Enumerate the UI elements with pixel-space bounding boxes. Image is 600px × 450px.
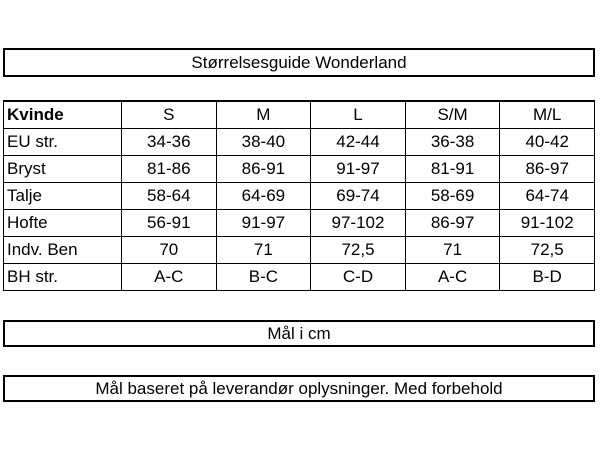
table-cell: A-C	[122, 264, 217, 291]
table-row	[4, 210, 595, 237]
row-label: EU str.	[4, 129, 122, 156]
table-cell: 86-97	[500, 156, 595, 183]
table-cell: 71	[216, 237, 311, 264]
table-cell: 36-38	[405, 129, 500, 156]
row-label: Bryst	[4, 156, 122, 183]
table-cell: 86-97	[405, 210, 500, 237]
table-cell: B-D	[500, 264, 595, 291]
column-header: S	[122, 101, 217, 129]
disclaimer-note: Mål baseret på leverandør oplysninger. Med forbehold	[3, 375, 595, 402]
column-header: M	[216, 101, 311, 129]
table-cell: B-C	[216, 264, 311, 291]
table-cell: 81-91	[405, 156, 500, 183]
corner-label: Kvinde	[4, 101, 122, 129]
column-header: M/L	[500, 101, 595, 129]
table-cell: C-D	[311, 264, 406, 291]
table-cell: 72,5	[311, 237, 406, 264]
table-cell: 91-102	[500, 210, 595, 237]
table-cell: 58-69	[405, 183, 500, 210]
table-cell: 97-102	[311, 210, 406, 237]
table-cell: 58-64	[122, 183, 217, 210]
table-cell: 38-40	[216, 129, 311, 156]
table-cell: 64-69	[216, 183, 311, 210]
table-cell: 64-74	[500, 183, 595, 210]
table-cell: 71	[405, 237, 500, 264]
table-cell: 42-44	[311, 129, 406, 156]
row-label: Talje	[4, 183, 122, 210]
table-cell: 40-42	[500, 129, 595, 156]
unit-note: Mål i cm	[3, 320, 595, 347]
table-row	[4, 129, 595, 156]
column-header: L	[311, 101, 406, 129]
table-row	[4, 183, 595, 210]
table-cell: 72,5	[500, 237, 595, 264]
size-guide-title: Størrelsesguide Wonderland	[3, 48, 595, 77]
table-cell: 69-74	[311, 183, 406, 210]
table-cell: 91-97	[311, 156, 406, 183]
row-label: Hofte	[4, 210, 122, 237]
table-cell: 56-91	[122, 210, 217, 237]
table-row	[4, 264, 595, 291]
table-cell: 86-91	[216, 156, 311, 183]
table-header-row	[4, 101, 595, 129]
table-row	[4, 156, 595, 183]
table-cell: 70	[122, 237, 217, 264]
size-table	[3, 100, 595, 291]
table-cell: 91-97	[216, 210, 311, 237]
row-label: Indv. Ben	[4, 237, 122, 264]
column-header: S/M	[405, 101, 500, 129]
row-label: BH str.	[4, 264, 122, 291]
table-cell: 81-86	[122, 156, 217, 183]
table-cell: A-C	[405, 264, 500, 291]
table-row	[4, 237, 595, 264]
table-cell: 34-36	[122, 129, 217, 156]
